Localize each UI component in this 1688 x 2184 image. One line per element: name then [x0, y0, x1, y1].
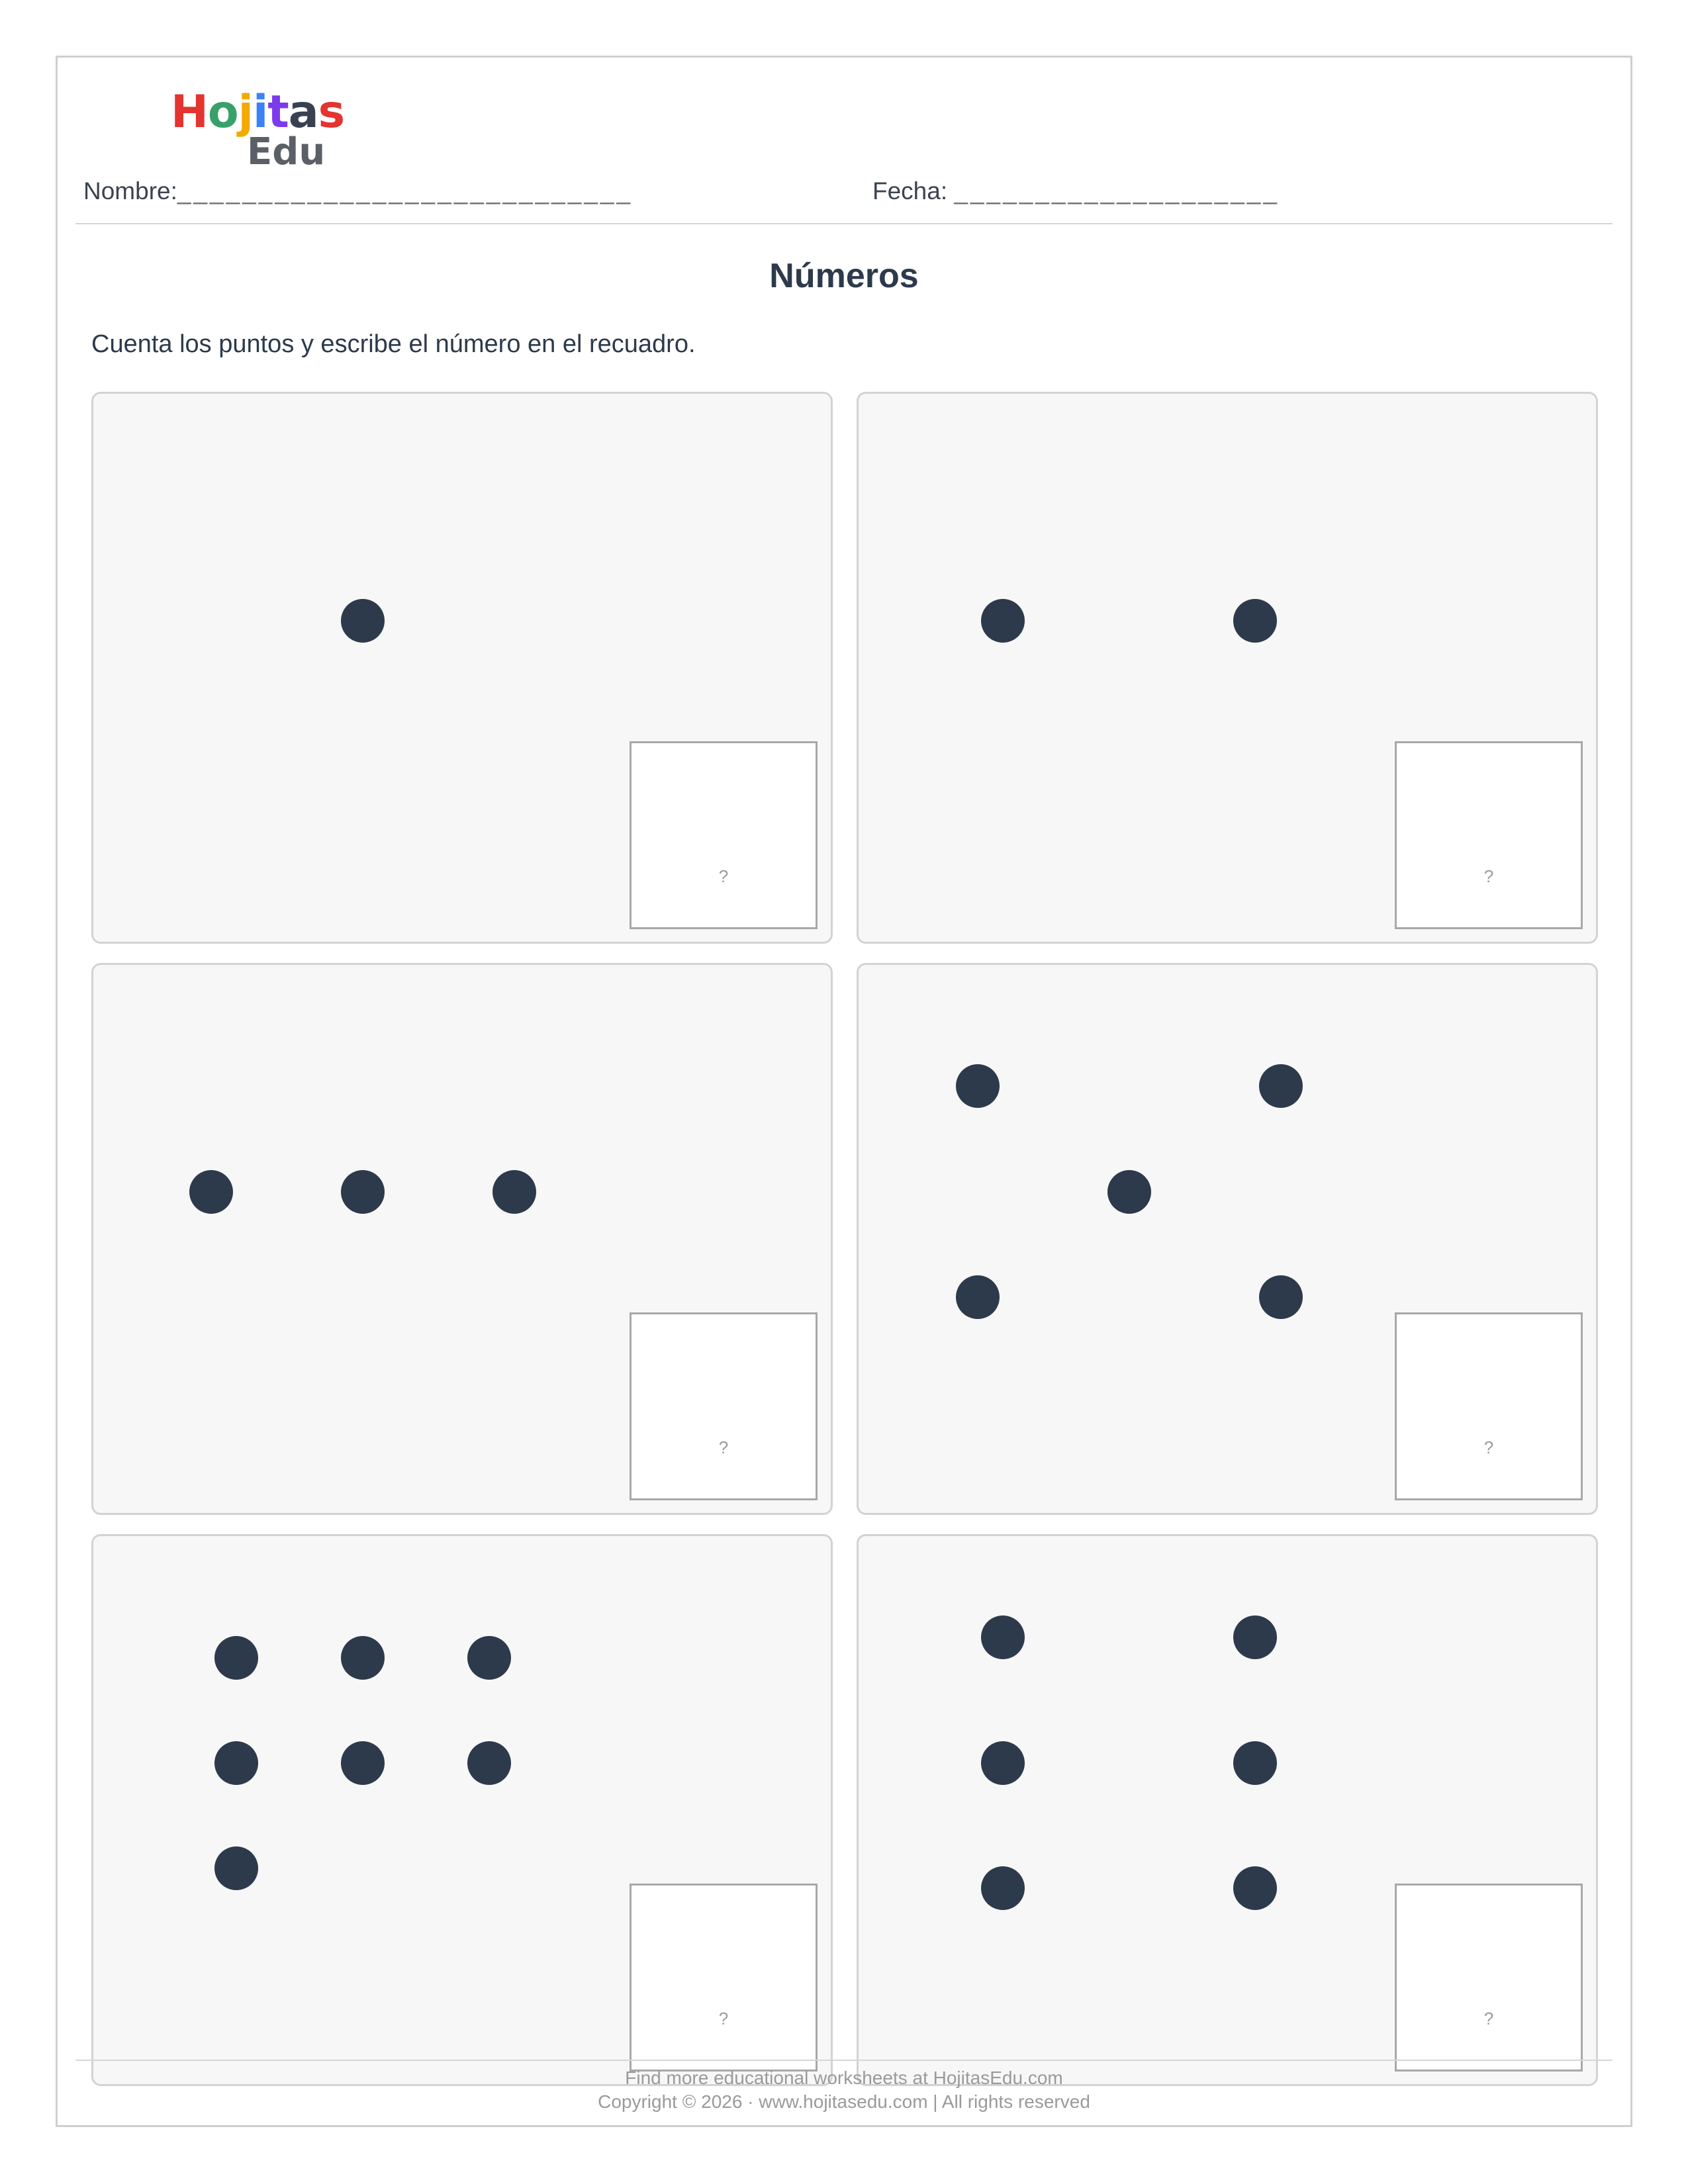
dot [467, 1636, 511, 1680]
dot [1259, 1064, 1303, 1108]
dot [1233, 1866, 1277, 1910]
answer-box-1[interactable] [630, 741, 818, 929]
name-label: Nombre: [83, 177, 177, 205]
header-divider [75, 223, 1613, 224]
dot [956, 1064, 1000, 1108]
footer-copyright: Copyright © 2026 · www.hojitasedu.com | All rights reserved [598, 2091, 1090, 2112]
logo-subtitle: Edu [247, 130, 326, 173]
worksheet-instruction: Cuenta los puntos y escribe el número en el recuadro. [91, 330, 696, 358]
name-blank-line[interactable]: ____________________________ [177, 177, 633, 205]
dot [1259, 1275, 1303, 1319]
answer-box-2[interactable] [1395, 741, 1583, 929]
name-field[interactable] [83, 177, 633, 205]
dot [467, 1741, 511, 1785]
footer-promo: Find more educational worksheets at HojitasEdu.com [625, 2068, 1063, 2088]
dot [214, 1741, 258, 1785]
answer-box-6[interactable] [1395, 1884, 1583, 2071]
answer-placeholder: ? [1483, 866, 1494, 886]
answer-box-4[interactable] [1395, 1312, 1583, 1500]
dot [956, 1275, 1000, 1319]
exercise-card-6 [857, 1534, 1598, 2086]
dot [981, 1615, 1025, 1659]
dot [214, 1636, 258, 1680]
dot [1233, 1741, 1277, 1785]
logo-wordmark: Hojitas [171, 86, 345, 138]
answer-placeholder: ? [718, 1437, 729, 1457]
dot [341, 1170, 385, 1214]
date-field[interactable] [872, 177, 1280, 205]
dot [1233, 599, 1277, 643]
answer-box-5[interactable] [630, 1884, 818, 2071]
footer-divider [75, 2060, 1613, 2061]
exercise-card-2 [857, 392, 1598, 944]
answer-box-3[interactable] [630, 1312, 818, 1500]
worksheet-title: Números [769, 257, 919, 295]
exercise-card-1 [91, 392, 833, 944]
dot [981, 1866, 1025, 1910]
dot [981, 599, 1025, 643]
hojitas-edu-logo [171, 86, 345, 175]
exercise-card-3 [91, 963, 833, 1515]
date-blank-line[interactable]: ____________________ [954, 177, 1280, 205]
answer-placeholder: ? [1483, 1437, 1494, 1457]
dot [1107, 1170, 1151, 1214]
dot [341, 1741, 385, 1785]
answer-placeholder: ? [718, 2009, 729, 2028]
dot [214, 1846, 258, 1890]
answer-placeholder: ? [1483, 2009, 1494, 2028]
exercise-card-5 [91, 1534, 833, 2086]
dot [189, 1170, 233, 1214]
dot [341, 1636, 385, 1680]
date-label: Fecha: [872, 177, 948, 205]
answer-placeholder: ? [718, 866, 729, 886]
dot [981, 1741, 1025, 1785]
exercise-card-4 [857, 963, 1598, 1515]
dot [492, 1170, 536, 1214]
dot [1233, 1615, 1277, 1659]
dot [341, 599, 385, 643]
